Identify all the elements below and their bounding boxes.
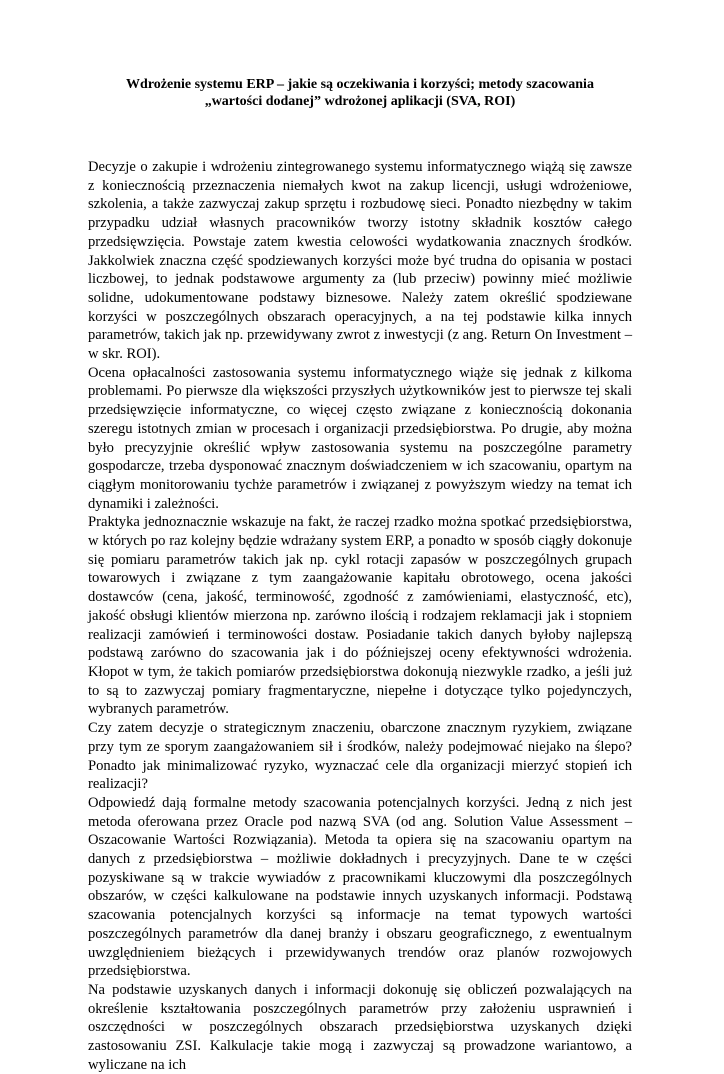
document-title-line-2: „wartości dodanej” wdrożonej aplikacji (SVA, ROI)	[204, 94, 516, 109]
paragraph-1: Decyzje o zakupie i wdrożeniu zintegrowanego systemu informatycznego wiążą się zawsze z koniecznością przeznaczenia niemałych kwot na zakup licencji, usługi wdrożeniowe, szkolenia, a także zazwyczaj zakup sprzętu i rozbudowę sieci. Ponadto niezbędny w takim przypadku udział własnych pracowników tworzy istotny składnik kosztów całego przedsięwzięcia. Powstaje zatem kwestia celowości wydatkowania znacznych środków. Jakkolwiek znaczna część spodziewanych korzyści może być trudna do opisania w postaci liczbowej, to jednak podstawowe argumenty za (lub przeciw) powinny mieć możliwie solidne, udokumentowane podstawy biznesowe. Należy zatem określić spodziewane korzyści w poszczególnych obszarach operacyjnych, a na tej podstawie kilka innych parametrów, takich jak np. przewidywany zwrot z inwestycji (z ang. Return On Investment – w skr. ROI).	[88, 159, 632, 363]
paragraph-3: Praktyka jednoznacznie wskazuje na fakt, że raczej rzadko można spotkać przedsiębiorstwa, w których po raz kolejny będzie wdrażany system ERP, a ponadto w sposób ciągły dokonuje się pomiaru parametrów takich jak np. cykl rotacji zapasów w poszczególnych grupach towarowych i związane z tym zaangażowanie kapitału obrotowego, ocena jakości dostawców (cena, jakość, terminowość, zgodność z zamówieniami, elastyczność, etc), jakość obsługi klientów mierzona np. zarówno ilością i rodzajem reklamacji jak i stopniem realizacji zamówień i terminowości dostaw. Posiadanie takich danych byłoby najlepszą podstawą zarówno do szacowania jak i do późniejszej oceny efektywności wdrożenia. Kłopot w tym, że takich pomiarów przedsiębiorstwa dokonują niezwykle rzadko, a jeśli już to są to zazwyczaj pomiary fragmentaryczne, niepełne i dotyczące tylko pojedynczych, wybranych parametrów.	[88, 514, 632, 718]
document-title-line-1: Wdrożenie systemu ERP – jakie są oczekiwania i korzyści; metody szacowania	[126, 77, 594, 92]
paragraph-5: Odpowiedź dają formalne metody szacowania potencjalnych korzyści. Jedną z nich jest metoda oferowana przez Oracle pod nazwą SVA (od ang. Solution Value Assessment – Oszacowanie Wartości Rozwiązania). Metoda ta opiera się na szacowaniu opartym na danych z przedsiębiorstwa – możliwie dokładnych i precyzyjnych. Dane te w części pozyskiwane są w trakcie wywiadów z pracownikami kluczowymi dla poszczególnych obszarów, w części kalkulowane na podstawie innych uzyskanych informacji. Podstawą szacowania potencjalnych korzyści są informacje na temat typowych wartości poszczególnych parametrów dla danej branży i obszaru geograficznego, z ewentualnym uwzględnieniem bieżących i przewidywanych trendów oraz planów rozwojowych przedsiębiorstwa.	[88, 794, 632, 980]
paragraph-4: Czy zatem decyzje o strategicznym znaczeniu, obarczone znacznym ryzykiem, związane przy tym ze sporym zaangażowaniem sił i środków, należy podejmować niejako na ślepo? Ponadto jak minimalizować ryzyko, wyznaczać cele dla organizacji mierzyć stopień ich realizacji?	[88, 720, 632, 793]
paragraph-6: Na podstawie uzyskanych danych i informacji dokonuję się obliczeń pozwalających na określenie kształtowania poszczególnych parametrów przy założeniu usprawnień i oszczędności w poszczególnych obszarach przedsiębiorstwa uzyskanych dzięki zastosowaniu ZSI. Kalkulacje takie mogą i zazwyczaj są prowadzone wariantowo, a wyliczane na ich	[88, 981, 632, 1073]
paragraph-2: Ocena opłacalności zastosowania systemu informatycznego wiąże się jednak z kilkoma problemami. Po pierwsze dla większości przyszłych użytkowników jest to pierwsze tej skali przedsięwzięcie informatyczne, co więcej często związane z koniecznością dokonania szeregu istotnych zmian w procesach i organizacji przedsiębiorstwa. Po drugie, aby można było precyzyjnie określić wpływ zastosowania systemu na poszczególne parametry gospodarcze, trzeba dysponować znacznym doświadczeniem w ich szacowaniu, opartym na ciągłym monitorowaniu tychże parametrów i związanej z powyższym wiedzy na temat ich dynamiki i zależności.	[88, 364, 632, 512]
document-body	[88, 158, 632, 1074]
document-title	[88, 76, 632, 110]
